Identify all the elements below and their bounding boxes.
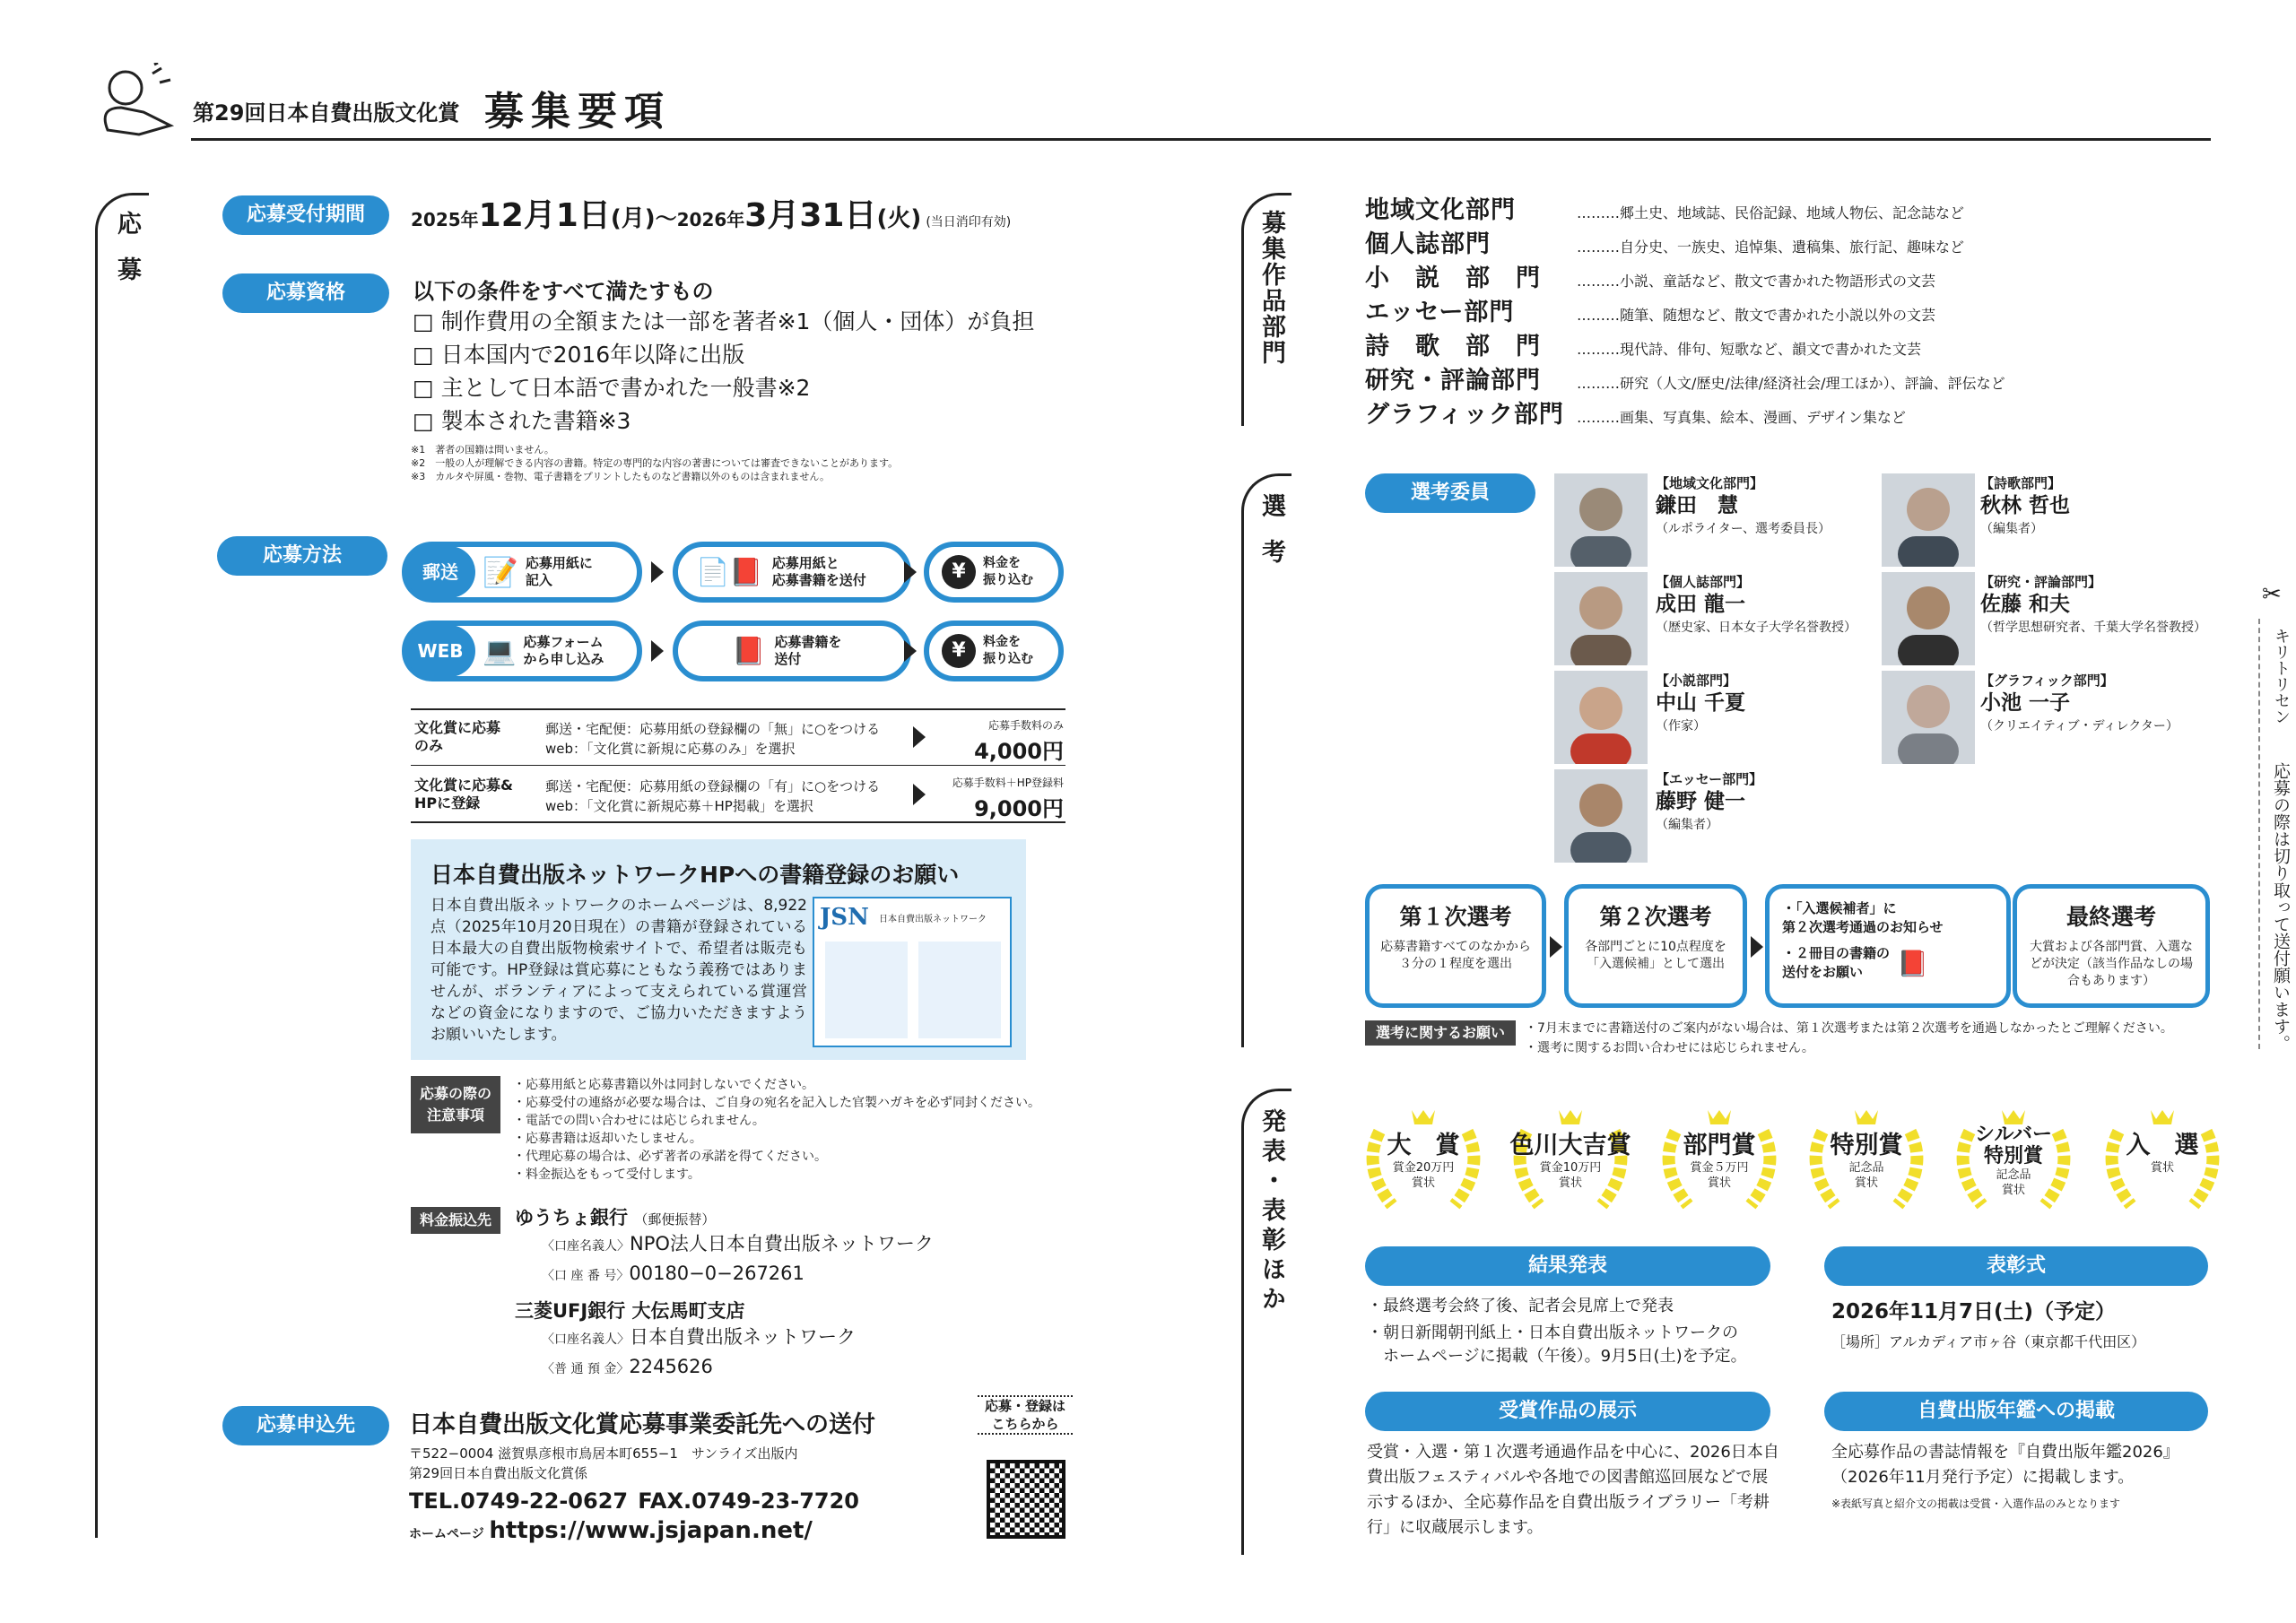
web-tag: WEB: [405, 625, 475, 677]
fee-table: [411, 708, 1065, 823]
cut-line: [2258, 619, 2260, 1049]
judge-photo: [1882, 572, 1975, 665]
judge-card: 【地域文化部門】 鎌田 慧 （ルポライター、選考委員長）: [1656, 475, 1831, 536]
qual-note: ※2 一般の人が理解できる内容の書籍。特定の専門的な内容の著書については審査できないことがあります。: [411, 457, 899, 469]
notes-list: [513, 1076, 1040, 1184]
hp-title: 日本自費出版ネットワークHPへの書籍登録のお願い: [430, 862, 960, 888]
section-bar-oubo: [95, 193, 149, 1538]
judge-card: 【小説部門】 中山 千夏 （作家）: [1656, 673, 1746, 733]
judge-card: 【詩歌部門】 秋林 哲也 （編集者）: [1980, 475, 2071, 536]
note-item: ・応募受付の連絡が必要な場合は、ご自身の宛名を記入した官製ハガキを必ず同封ください。: [513, 1096, 1040, 1110]
bank1-holder: NPO法人日本自費出版ネットワーク: [630, 1233, 934, 1254]
inquiry-line: ・7月末までに書籍送付のご案内がない場合は、第１次選考または第２次選考を通過しなかったとご理解ください。: [1525, 1021, 2173, 1036]
arrow-icon: [1550, 936, 1562, 958]
post-step3: [924, 542, 1064, 603]
fee-line: web：「文化賞に新規応募＋HP掲載」を選択: [545, 798, 813, 814]
post-step3-text: 料金を 振り込む: [983, 556, 1033, 587]
judge-card: 【グラフィック部門】 小池 一子 （クリエイティブ・ディレクター）: [1980, 673, 2179, 733]
dept-list: [1365, 190, 2005, 429]
note-item: ・電話での問い合わせには応じられません。: [513, 1114, 765, 1128]
bank-key: 〈普 通 預 金〉: [542, 1362, 630, 1376]
qual-item: □ 日本国内で2016年以降に出版: [413, 342, 745, 368]
qual-notes: [411, 443, 898, 483]
post-step2-text: 応募用紙と 応募書籍を送付: [771, 555, 866, 588]
page-title: 募集要項: [484, 89, 671, 135]
award-prize: 賞金20万円 賞状: [1392, 1161, 1455, 1190]
send-head: 日本自費出版文化賞応募事業委託先への送付: [409, 1411, 876, 1438]
book-icon: 📕: [1897, 948, 1928, 978]
result-line: ・朝日新聞朝刊紙上・日本自費出版ネットワークの ホームページに掲載（午後）。9月5日(土)を予定。: [1367, 1324, 1747, 1366]
fee-line: 郵送・宅配便：応募用紙の登録欄の「無」に○をつける: [545, 721, 881, 737]
dept-row: エッセー部門 ………随筆、随想など、散文で書かれた小説以外の文芸: [1365, 299, 1936, 326]
arrow-icon: [651, 640, 664, 662]
yearbook-body: 全応募作品の書誌情報を『自費出版年鑑2026』（2026年11月発行予定）に掲載します。: [1831, 1443, 2179, 1487]
result-line: ・最終選考会終了後、記者会見席上で発表: [1367, 1297, 1674, 1315]
homepage-link[interactable]: https://www.jsjapan.net/: [489, 1517, 813, 1544]
bank1-name: ゆうちょ銀行: [515, 1207, 628, 1228]
note-item: ・代理応募の場合は、必ず著者の承諾を得てください。: [513, 1150, 827, 1164]
fee-label: 応募手数料のみ: [987, 719, 1064, 732]
form-pen-icon: 📝: [483, 555, 518, 589]
judge-photo: [1554, 671, 1648, 764]
fee-name: 文化賞に応募& HPに登録: [414, 777, 513, 812]
jsn-name: 日本自費出版ネットワーク: [879, 915, 987, 924]
stage-desc: 各部門ごとに10点程度を「入選候補」として選出: [1585, 940, 1726, 971]
qual-head: 以下の条件をすべて満たすもの: [413, 279, 714, 304]
post-step1-text: 応募用紙に 記入: [525, 555, 593, 588]
web-step2: [673, 621, 911, 681]
qual-item: □ 主として日本語で書かれた一般書※2: [413, 375, 811, 401]
jsn-logo: JSN: [820, 904, 869, 931]
notes-label: 応募の際の 注意事項: [411, 1076, 500, 1133]
qr-code-icon[interactable]: [987, 1460, 1065, 1539]
stage-title: 第２次選考: [1599, 904, 1712, 930]
dept-row: 個人誌部門 ………自分史、一族史、追悼集、遺稿集、旅行記、趣味など: [1365, 230, 1965, 258]
hp-request-box: [411, 839, 1026, 1060]
bank2-name: 三菱UFJ銀行 大伝馬町支店: [515, 1300, 745, 1322]
bank2-holder: 日本自費出版ネットワーク: [630, 1326, 856, 1348]
bank-key: 〈口座名義人〉: [542, 1332, 630, 1347]
qual-item: □ 製本された書籍※3: [413, 408, 631, 434]
arrow-icon: [913, 784, 926, 805]
award-prize: 記念品 賞状: [1848, 1161, 1884, 1190]
stage-desc: 大賞および各部門賞、入選などが決定（該当作品なしの場合もあります）: [2030, 940, 2193, 988]
scissors-icon: ✂: [2262, 581, 2282, 608]
note-item: ・料金振込をもって受付します。: [513, 1167, 700, 1182]
judge-card: 【研究・評論部門】 佐藤 和夫 （哲学思想研究者、千葉大学名誉教授）: [1980, 574, 2206, 635]
label-judges: 選考委員: [1365, 473, 1535, 513]
label-send: 応募申込先: [222, 1406, 389, 1445]
post-tag: 郵送: [405, 546, 475, 598]
qual-item: □ 制作費用の全額または一部を著者※1（個人・団体）が負担: [413, 308, 1035, 334]
yen-icon: ¥: [942, 634, 976, 668]
judge-card: 【個人誌部門】 成田 龍一 （歴史家、日本女子大学名誉教授）: [1656, 574, 1857, 635]
send-address: 〒522−0004 滋賀県彦根市鳥居本町655−1 サンライズ出版内: [409, 1445, 798, 1462]
hp-body: 日本自費出版ネットワークのホームページは、8,922点（2025年10月20日現在）の書籍が登録されている日本最大の自費出版物検索サイトで、希望者は販売も可能です。HP登録は賞応募にともなう義務ではありませんが、ボランティアによって支えられている賞運営などの資金になりますので、ご協力いただきますようお願いいたします。: [430, 897, 807, 1044]
yen-icon: ¥: [942, 555, 976, 589]
dept-row: グラフィック部門 ………画集、写真集、絵本、漫画、デザイン集など: [1365, 401, 1906, 429]
book-icon: 📕: [732, 635, 766, 667]
web-step1-text: 応募フォーム から申し込み: [523, 634, 604, 667]
dept-row: 研究・評論部門 ………研究（人文/歴史/法律/経済社会/理工ほか）、評論、評伝など: [1365, 367, 2005, 395]
web-step3-text: 料金を 振り込む: [983, 635, 1033, 666]
header-logo-icon: [90, 63, 184, 139]
judge-photo: [1554, 473, 1648, 567]
bank1-note: （郵便振替）: [634, 1211, 716, 1228]
award-name: 入 選: [2126, 1132, 2199, 1159]
section-label-happyou: 発表・表彰ほか: [1257, 1108, 1285, 1315]
stage-2: [1564, 884, 1747, 1008]
stage-4: [2013, 884, 2210, 1008]
award-prize: 賞金５万円 賞状: [1690, 1161, 1749, 1190]
post-step1: [402, 542, 642, 603]
phone: TEL.0749-22-0627: [409, 1488, 629, 1514]
section-label-bosyu: 募集作品部門: [1257, 210, 1285, 366]
label-yearbook: 自費出版年鑑への掲載: [1824, 1392, 2208, 1431]
web-step2-text: 応募書籍を 送付: [774, 634, 842, 667]
note-item: ・応募書籍は返却いたしません。: [513, 1132, 702, 1146]
judge-photo: [1554, 769, 1648, 863]
award-name: 色川大吉賞: [1509, 1132, 1631, 1159]
arrow-icon: [904, 640, 917, 662]
section-label-senkou: 選考: [1257, 493, 1285, 585]
label-qualification: 応募資格: [222, 273, 389, 313]
arrow-icon: [651, 561, 664, 583]
award-name: 大 賞: [1387, 1132, 1460, 1159]
stage-title: 最終選考: [2066, 904, 2156, 930]
award-name: 特別賞: [1830, 1132, 1903, 1159]
note-item: ・応募用紙と応募書籍以外は同封しないでください。: [513, 1078, 814, 1092]
stage-desc: 応募書籍すべてのなかから３分の１程度を選出: [1380, 940, 1531, 971]
fee-row: [411, 710, 1065, 766]
award-card: [2095, 1105, 2230, 1212]
judge-photo: [1882, 671, 1975, 764]
award-prize: 賞状: [2150, 1161, 2174, 1175]
post-step2: [673, 542, 911, 603]
ceremony-date: 2026年11月7日(土)（予定）: [1831, 1300, 2117, 1324]
section-label-oubo: 応募: [113, 211, 141, 302]
inquiry-label: 選考に関するお願い: [1365, 1020, 1516, 1046]
bank-key: 〈口座名義人〉: [542, 1239, 630, 1254]
header-rule: [191, 138, 2211, 141]
exhibit-body: 受賞・入選・第１次選考通過作品を中心に、2026日本自費出版フェスティバルや各地での図書館巡回展などで展示するほか、全応募作品を自費出版ライブラリー「考耕行」に収蔵展示します。: [1367, 1443, 1779, 1537]
stage-1: [1365, 884, 1546, 1008]
label-method: 応募方法: [217, 536, 387, 576]
award-card: [1503, 1105, 1638, 1212]
award-name: シルバー 特別賞: [1975, 1124, 2052, 1167]
award-card: [1799, 1105, 1934, 1212]
fee-name: 文化賞に応募 のみ: [414, 719, 501, 754]
award-name: 部門賞: [1683, 1132, 1756, 1159]
fee-amount: 9,000円: [974, 796, 1064, 821]
arrow-icon: [913, 726, 926, 748]
bank-label: 料金振込先: [411, 1207, 500, 1234]
label-period: 応募受付期間: [222, 195, 389, 235]
award-card: [1356, 1105, 1491, 1212]
bank2-account: 2245626: [629, 1356, 713, 1377]
arrow-icon: [904, 561, 917, 583]
dept-row: 小 説 部 門 ………小説、童話など、散文で書かれた物語形式の文芸: [1365, 265, 1936, 292]
bank1-account: 00180−0−267261: [629, 1263, 804, 1284]
jsn-site-thumbnail: [813, 897, 1012, 1047]
fee-line: web：「文化賞に新規に応募のみ」を選択: [545, 741, 796, 757]
qual-note: ※1 著者の国籍は問いません。: [411, 444, 554, 456]
send-address2: 第29回日本自費出版文化賞係: [409, 1465, 588, 1481]
send-homepage: [409, 1517, 813, 1544]
label-result: 結果発表: [1365, 1246, 1770, 1286]
laptop-icon: 💻: [483, 635, 517, 667]
stage-desc: ・２冊目の書籍の 送付をお願い: [1782, 945, 1891, 980]
thumbnail-grid: [825, 942, 1001, 1038]
stage-title: 第１次選考: [1399, 904, 1512, 930]
inquiry-line: ・選考に関するお問い合わせには応じられません。: [1525, 1041, 1814, 1055]
award-card: [1652, 1105, 1787, 1212]
stage-3: [1765, 884, 2011, 1008]
homepage-label: ホームページ: [409, 1527, 484, 1541]
label-ceremony: 表彰式: [1824, 1246, 2208, 1286]
ceremony-place: ［場所］アルカディア市ヶ谷（東京都千代田区）: [1831, 1333, 2146, 1350]
dept-row: 地域文化部門 ………郷土史、地域誌、民俗記録、地域人物伝、記念誌など: [1365, 196, 1965, 224]
qual-note: ※3 カルタや屏風・巻物、電子書籍をプリントしたものなど書籍以外のものは含まれません。: [411, 471, 830, 482]
award-card: [1946, 1105, 2081, 1212]
header-subtitle: 第29回日本自費出版文化賞: [193, 100, 460, 126]
period-text: 2025年12月1日(月)～2026年3月31日(火) (当日消印有効): [411, 197, 1012, 234]
arrow-icon: [1751, 936, 1763, 958]
dept-row: 詩 歌 部 門 ………現代詩、俳句、短歌など、韻文で書かれた文芸: [1365, 333, 1922, 360]
judge-photo: [1882, 473, 1975, 567]
cut-label: キリトリセン: [2272, 628, 2291, 725]
fee-line: 郵送・宅配便：応募用紙の登録欄の「有」に○をつける: [545, 778, 881, 794]
send-contact: [409, 1488, 859, 1514]
award-prize: 記念品 賞状: [1996, 1168, 2031, 1197]
bank-details: [515, 1203, 934, 1383]
award-prize: 賞金10万円 賞状: [1539, 1161, 1602, 1190]
bank-key: 〈口 座 番 号〉: [542, 1269, 630, 1283]
fee-amount: 4,000円: [974, 739, 1064, 764]
fee-label: 応募手数料＋HP登録料: [952, 777, 1064, 789]
judge-photo: [1554, 572, 1648, 665]
web-step3: [924, 621, 1064, 681]
form-book-icon: 📄📕: [696, 556, 763, 588]
qual-list: [413, 305, 1034, 438]
label-exhibit: 受賞作品の展示: [1365, 1392, 1770, 1431]
cut-note: 応募の際は切り取って送付願います。: [2271, 762, 2291, 1052]
yearbook-note: ※表紙写真と紹介文の掲載は受賞・入選作品のみとなります: [1831, 1497, 2121, 1510]
qr-caption: 応募・登録は こちらから: [978, 1395, 1073, 1435]
fee-row: [411, 768, 1065, 823]
judge-card: 【エッセー部門】 藤野 健一 （編集者）: [1656, 771, 1763, 832]
stage-title: ・「入選候補者」に 第２次選考通過のお知らせ: [1782, 900, 1944, 935]
fax: FAX.0749-23-7720: [638, 1488, 859, 1514]
web-step1: [402, 621, 642, 681]
